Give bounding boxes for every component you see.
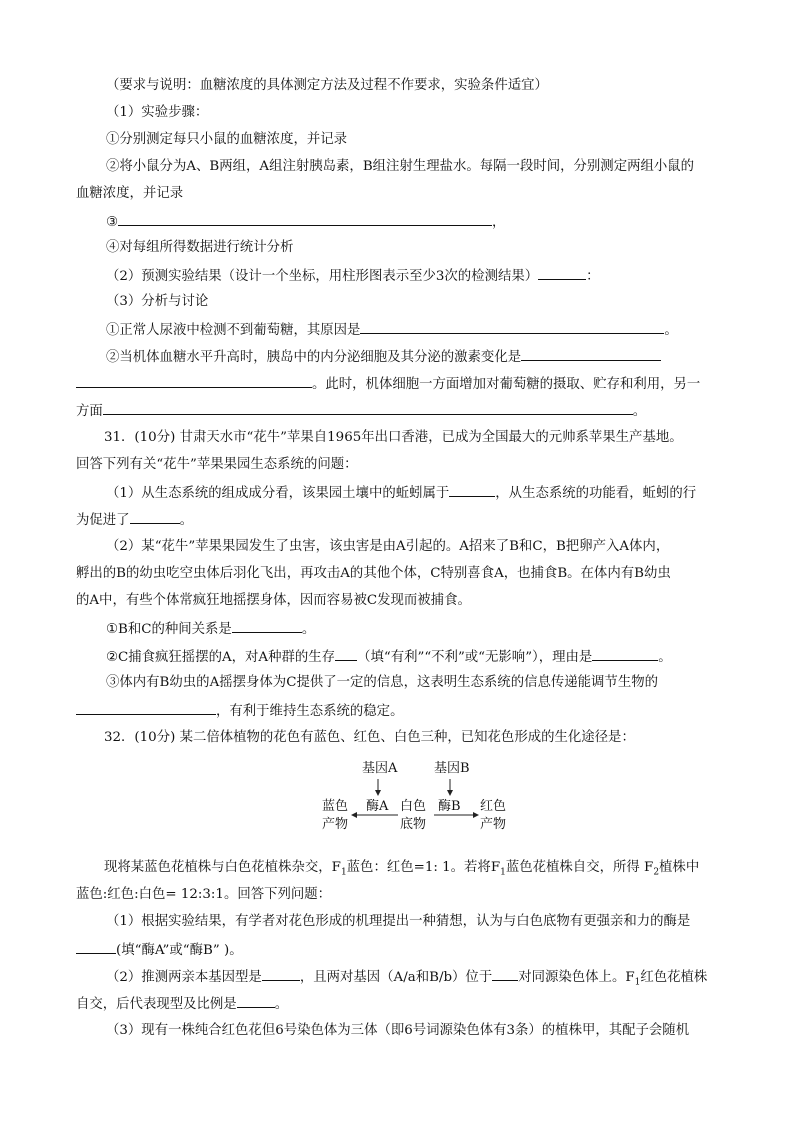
- f1-subscript: 1: [634, 977, 641, 988]
- intro-note: （要求与说明：血糖浓度的具体测定方法及过程不作要求，实验条件适宜）: [106, 78, 548, 93]
- red-product-line2: 产物: [480, 817, 507, 832]
- q31-part2-line3: 的A中，有些个体常疯狂地摇摆身体，因而容易被C发现而被捕食。: [76, 593, 471, 608]
- q32-cross-text4: 植株中: [659, 860, 700, 875]
- q31-s1-suffix: 。: [301, 622, 316, 637]
- q32-p2-suffix: 。: [274, 997, 289, 1012]
- q32-part2-line2: [76, 993, 736, 1015]
- f2-subscript: 2: [653, 867, 660, 878]
- q32-p1-suffix: (填“酶A”或“酶B” )。: [116, 943, 243, 958]
- q31-p1-text: （1）从生态系统的组成成分看，该果园土壤中的蚯蚓属于: [106, 486, 450, 501]
- q30-discussion2: [106, 346, 766, 368]
- q30-part3-title: （3）分析与讨论: [106, 294, 209, 309]
- q31-sub2: [106, 646, 766, 668]
- q32-title: 32．(10分) 某二倍体植物的花色有蓝色、红色、白色三种，已知花色形成的生化途径是：: [104, 730, 635, 745]
- q31-s2-text2: （填“有利”“不利”或“无影响”），理由是: [357, 650, 593, 665]
- q30-d2-blank3[interactable]: [103, 400, 633, 415]
- f1-subscript: 1: [340, 867, 347, 878]
- q31-part2-line1: （2）某“花牛”苹果果园发生了虫害，该虫害是由A引起的。A招来了B和C，B把卵产入A体内，: [106, 539, 670, 554]
- q30-discussion1: [106, 319, 766, 341]
- q32-cross-text2: 蓝色：红色=1: 1。若将F: [346, 860, 501, 875]
- q30-part2-suffix: ：: [586, 269, 600, 284]
- q30-d2-blank2[interactable]: [76, 373, 312, 388]
- q30-discussion2-line3: [76, 400, 736, 422]
- q30-d2-text3: 方面: [76, 404, 103, 419]
- enzyme-b-label: 酶B: [438, 799, 461, 814]
- q30-step3-blank[interactable]: [118, 211, 492, 226]
- q31-s3-text: ，有利于维持生态系统的稳定。: [216, 704, 404, 719]
- q31-s2-text: ②C捕食疯狂摇摆的A，对A种群的生存: [106, 650, 336, 665]
- q30-d2-text2: 。此时，机体细胞一方面增加对葡萄糖的摄取、贮存和利用，另一: [312, 377, 701, 392]
- q30-step2-line2: 血糖浓度，并记录: [76, 186, 184, 201]
- q30-d2-blank1[interactable]: [521, 346, 661, 361]
- q30-part2: [106, 265, 766, 287]
- q30-part2-blank[interactable]: [538, 265, 586, 280]
- gene-a-label: 基因A: [362, 761, 398, 776]
- q30-part1-title: （1）实验步骤：: [106, 105, 209, 120]
- q30-d1-text: ①正常人尿液中检测不到葡萄糖，其原因是: [106, 323, 361, 338]
- q32-p2-text4: 红色花植株: [640, 970, 708, 985]
- q31-p1-blank2[interactable]: [130, 509, 180, 524]
- q32-p2-blank1[interactable]: [262, 966, 300, 981]
- q32-p1-blank[interactable]: [76, 939, 116, 954]
- q31-s2-suffix: 。: [658, 650, 672, 665]
- q31-title-line2: 回答下列有关“花牛”苹果果园生态系统的问题：: [76, 457, 358, 472]
- q31-part1: [106, 482, 766, 504]
- q32-cross-text3: 蓝色花植株自交，所得 F: [505, 860, 654, 875]
- q30-step3: [106, 211, 766, 233]
- q31-sub1: [106, 618, 766, 640]
- q32-cross-line1: [104, 858, 764, 878]
- q31-sub3: ③体内有B幼虫的A摇摆身体为C提供了一定的信息，这表明生态系统的信息传递能调节生物的: [106, 675, 658, 690]
- q30-part2-text: （2）预测实验结果（设计一个坐标，用柱形图表示至少3次的检测结果）: [106, 269, 539, 284]
- q30-step4: ④对每组所得数据进行统计分析: [106, 240, 294, 255]
- q32-p2-text3: 对同源染色体上。F: [518, 970, 635, 985]
- q32-part1-line2: [76, 939, 736, 961]
- q30-step3-suffix: ，: [492, 215, 506, 230]
- f1-subscript: 1: [500, 867, 506, 878]
- q30-step2-line1: ②将小鼠分为A、B两组，A组注射胰岛素，B组注射生理盐水。每隔一段时间，分别测定两组小鼠的: [106, 159, 695, 174]
- q30-d2-text: ②当机体血糖水平升高时，胰岛中的内分泌细胞及其分泌的激素变化是: [106, 350, 522, 365]
- blue-product-line2: 产物: [322, 817, 349, 832]
- white-substrate-line1: 白色: [400, 799, 427, 814]
- q32-cross-text1: 现将某蓝色花植株与白色花植株杂交，F: [104, 860, 341, 875]
- q30-discussion2-line2: [76, 373, 736, 395]
- q30-d1-suffix: 。: [664, 323, 678, 338]
- q31-s2-blank2[interactable]: [592, 646, 658, 661]
- q32-cross-line2: 蓝色:红色:白色= 12:3:1。回答下列问题：: [76, 887, 332, 902]
- q31-p1-text3: 为促进了: [76, 513, 130, 528]
- q31-p1-blank1[interactable]: [449, 482, 495, 497]
- q30-step1: ①分别测定每只小鼠的血糖浓度，并记录: [106, 132, 348, 147]
- q32-part3: （3）现有一株纯合红色花但6号染色体为三体（即6号词源染色体有3条）的植株甲，其配子会随机: [106, 1023, 690, 1038]
- q31-s2-blank1[interactable]: [335, 646, 357, 661]
- q30-step3-label: ③: [106, 215, 119, 230]
- q32-p2-text1: （2）推测两亲本基因型是: [106, 970, 262, 985]
- q31-sub3-line2: [76, 700, 736, 722]
- q31-s1-blank[interactable]: [232, 618, 302, 633]
- q31-p1-suffix: 。: [179, 513, 193, 528]
- q32-p2-text5: 自交，后代表现型及比例是: [76, 997, 237, 1012]
- red-product-line1: 红色: [480, 799, 507, 814]
- enzyme-a-label: 酶A: [366, 799, 389, 814]
- pathway-diagram: [318, 757, 518, 839]
- q31-s1-text: ①B和C的种间关系是: [106, 622, 232, 637]
- gene-b-label: 基因B: [434, 761, 470, 776]
- q31-p1-text2: ，从生态系统的功能看，蚯蚓的行: [495, 486, 697, 501]
- q32-part2: [106, 966, 766, 988]
- q31-s3-blank[interactable]: [76, 700, 216, 715]
- q30-d1-blank[interactable]: [360, 319, 664, 334]
- q32-p2-text2: ，且两对基因（A/a和B/b）位于: [299, 970, 493, 985]
- q32-part1: （1）根据实验结果，有学者对花色形成的机理提出一种猜想，认为与白色底物有更强亲和力的酶是: [106, 914, 691, 929]
- q31-part2-line2: 孵出的B的幼虫吃空虫体后羽化飞出，再攻击A的其他个体，C特别喜食A，也捕食B。在体内有B幼虫: [76, 566, 671, 581]
- q31-part1-line2: [76, 509, 736, 531]
- q30-d2-suffix: 。: [632, 404, 647, 419]
- q32-p2-blank3[interactable]: [237, 993, 275, 1008]
- q31-title: 31．(10分) 甘肃天水市“花牛”苹果自1965年出口香港，已成为全国最大的元帅系苹果生产基地。: [104, 430, 683, 445]
- white-substrate-line2: 底物: [400, 817, 427, 832]
- q32-p2-blank2[interactable]: [492, 966, 518, 981]
- blue-product-line1: 蓝色: [322, 799, 349, 814]
